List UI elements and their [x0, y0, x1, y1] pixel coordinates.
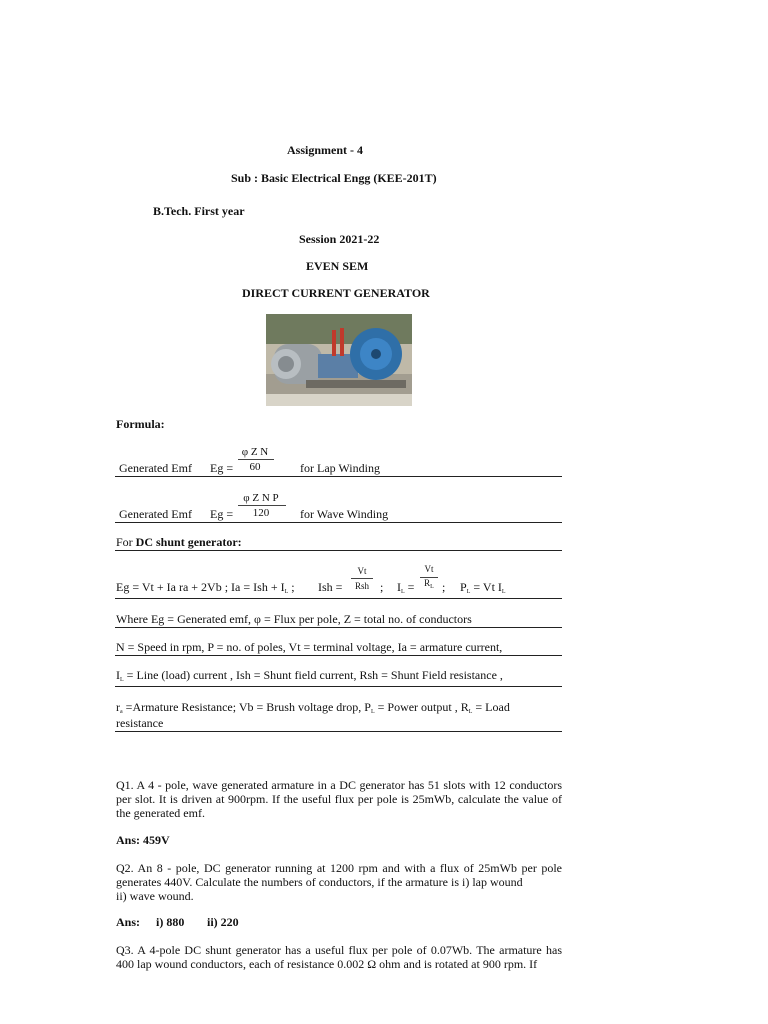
rule-5: [115, 627, 562, 628]
ish-denominator: Rsh: [354, 581, 369, 591]
shunt-heading-prefix: For: [116, 535, 136, 549]
il-eq: =: [404, 580, 415, 594]
pl-equation: [460, 580, 506, 595]
lap-eg-lhs: Eg =: [210, 461, 234, 475]
question-3: Q3. A 4-pole DC shunt generator has a useful flux per pole of 0.07Wb. The armature has 400 lap wound conductors, each of resistance 0.002 Ω ohm and is rotated at 900 rpm. If: [116, 943, 562, 971]
eq1-end: ;: [288, 580, 295, 594]
pl-letter: P: [460, 580, 467, 594]
il-lhs: [397, 580, 414, 595]
answer-2-label: Ans:: [116, 915, 141, 929]
lap-emf-label: Generated Emf: [119, 461, 192, 475]
subject-line: Sub : Basic Electrical Engg (KEE-201T): [231, 171, 437, 185]
where4-sub3: L: [468, 709, 473, 715]
lap-numerator: φ Z N: [241, 446, 269, 458]
eq1-text: Eg = Vt + Ia ra + 2Vb ; Ia = Ish + I: [116, 580, 285, 594]
shunt-eq1: [116, 580, 295, 595]
wave-note: for Wave Winding: [300, 507, 389, 521]
rule-8: [115, 731, 562, 732]
rule-4: [115, 598, 562, 599]
where-line-3: [116, 668, 503, 683]
question-1: Q1. A 4 - pole, wave generated armature in a DC generator has 51 slots with 12 conductors per slot. It is driven at 900rpm. If the useful flux per pole is 25mWb, calculate the value of the generated emf.: [116, 778, 562, 820]
il-den-sub: L: [430, 584, 434, 590]
where-line-2: N = Speed in rpm, P = no. of poles, Vt = terminal voltage, Ia = armature current,: [116, 640, 503, 654]
topic-title: DIRECT CURRENT GENERATOR: [242, 286, 430, 300]
question-2: Q2. An 8 - pole, DC generator running at 1200 rpm and with a flux of 25mWb per pole generates 440V. Calculate the numbers of conductors, if the armature is i) lap wound: [116, 861, 562, 889]
where-line-1: Where Eg = Generated emf, φ = Flux per pole, Z = total no. of conductors: [116, 612, 472, 626]
il-end: ;: [442, 580, 446, 594]
course-line: B.Tech. First year: [153, 204, 245, 218]
where-line-4-cont: resistance: [116, 716, 164, 730]
il-sub: L: [401, 589, 405, 595]
lap-note: for Lap Winding: [300, 461, 380, 475]
where4-sub2: L: [370, 709, 375, 715]
where4-letter: r: [116, 700, 120, 714]
il-denominator: [418, 578, 440, 590]
where4-text-c: = Power output , R: [374, 700, 469, 714]
formula-heading: Formula:: [116, 417, 165, 431]
rule-7: [115, 686, 562, 687]
eq1-sub: L: [284, 589, 289, 595]
answer-2-ii: ii) 220: [207, 915, 239, 929]
ish-numerator: Vt: [357, 566, 367, 576]
ish-end: ;: [380, 580, 384, 594]
where3-sub: L: [120, 677, 124, 683]
pl-rhs-sub: L: [501, 589, 506, 595]
rule-1: [115, 476, 562, 477]
lap-denominator: 60: [249, 461, 261, 473]
pl-rhs: = Vt I: [470, 580, 502, 594]
wave-fraction-bar: [238, 505, 286, 506]
shunt-heading-bold: DC shunt generator:: [135, 535, 242, 549]
wave-numerator: φ Z N P: [243, 492, 279, 504]
wave-emf-label: Generated Emf: [119, 507, 192, 521]
ish-fraction-bar: [351, 578, 373, 579]
il-den-letter: R: [424, 578, 431, 588]
pl-sub: L: [466, 589, 471, 595]
dc-generator-photo: [266, 314, 412, 406]
ish-lhs: Ish =: [318, 580, 343, 594]
rule-3: [115, 550, 562, 551]
rule-6: [115, 655, 562, 656]
where3-letter: I: [116, 668, 120, 682]
rule-2: [115, 522, 562, 523]
wave-eg-lhs: Eg =: [210, 507, 234, 521]
where4-text-d: = Load: [472, 700, 510, 714]
answer-2-i: i) 880: [156, 915, 185, 929]
where4-text-b: =Armature Resistance; Vb = Brush voltage drop, P: [122, 700, 371, 714]
semester-line: EVEN SEM: [306, 259, 369, 273]
where-line-4: [116, 700, 510, 715]
answer-1: Ans: 459V: [116, 833, 170, 847]
where3-text: = Line (load) current , Ish = Shunt field current, Rsh = Shunt Field resistance ,: [123, 668, 503, 682]
il-letter: I: [397, 580, 401, 594]
session-line: Session 2021-22: [299, 232, 380, 246]
shunt-heading: [116, 535, 242, 550]
question-2-cont: ii) wave wound.: [116, 889, 194, 903]
assignment-title: Assignment - 4: [287, 143, 364, 157]
il-numerator: Vt: [424, 564, 434, 574]
lap-fraction-bar: [238, 459, 274, 460]
where4-sub: a: [120, 709, 123, 715]
wave-denominator: 120: [252, 507, 270, 519]
